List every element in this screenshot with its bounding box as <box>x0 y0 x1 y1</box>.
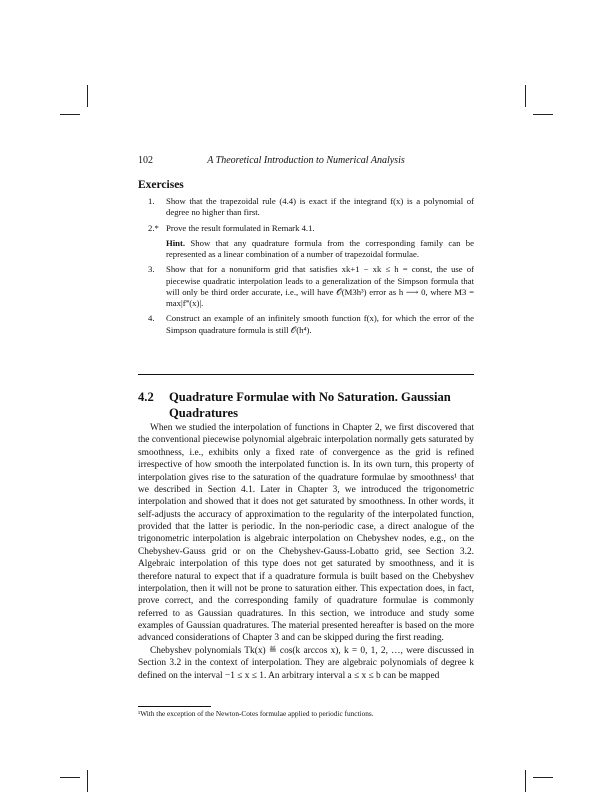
exercise-text: Prove the result formulated in Remark 4.1. <box>166 222 315 233</box>
exercise-item <box>138 196 474 218</box>
page-number: 102 <box>138 155 153 166</box>
crop-mark <box>533 114 553 115</box>
crop-mark <box>87 85 88 107</box>
section-number: 4.2 <box>138 390 154 404</box>
section-divider <box>138 374 474 375</box>
exercise-text: Show that for a nonuniform grid that satisfies xk+1 − xk ≤ h = const, the use of piecewise quadratic interpolation leads to a generalization of the Simpson formula that will only be third order accurate, i.e., will have 𝒪(M3h³) error as h ⟶ 0, where M3 = max|f‴(x)|. <box>166 264 474 308</box>
exercises-heading: Exercises <box>138 179 184 191</box>
exercise-text: Construct an example of an infinitely smooth function f(x), for which the error of the Simpson quadrature formula is still 𝒪(h⁴). <box>166 313 474 335</box>
hint-text: Show that any quadrature formula from the corresponding family can be represented as a linear combination of a number of trapezoidal formulae. <box>166 237 474 259</box>
footnote-rule <box>138 706 211 707</box>
hint-label: Hint. <box>166 237 186 248</box>
exercise-number: 4. <box>148 313 155 324</box>
crop-mark <box>60 777 80 778</box>
paragraph: Chebyshev polynomials Tk(x) ≝ cos(k arccos x), k = 0, 1, 2, …, were discussed in Section 3.2 in the context of interpolation. They are algebraic polynomials of degree k defined on the interval −1 ≤ x ≤ 1. An arbitrary interval a ≤ x ≤ b can be mapped <box>138 645 474 681</box>
exercise-number: 1. <box>148 196 155 206</box>
paragraph: When we studied the interpolation of functions in Chapter 2, we first discovered that the conventional piecewise polynomial algebraic interpolation normally gets saturated by smoothness, i.e., exhibits only a fixed rate of convergence as the grid is refined irrespective of how smooth the interpolated function is. In its own turn, this property of interpolation gives rise to the saturation of the quadrature formulae by smoothness¹ that we described in Section 4.1. Later in Chapter 3, we introduced the trigonometric interpolation and showed that it does not get saturated by smoothness. In other words, it self-adjusts the accuracy of approximation to the regularity of the interpolated function, provided that the latter is periodic. In the non-periodic case, a direct analogue of the trigonometric interpolation is algebraic interpolation on Chebyshev nodes, e.g., on the Chebyshev-Gauss grid or on the Chebyshev-Gauss-Lobatto grid, see Section 3.2. Algebraic interpolation of this type does not get saturated by smoothness, and it is therefore natural to expect that if a quadrature formula is built based on the Chebyshev interpolation, then it will not be prone to saturation either. This expectation does, in fact, prove correct, and the corresponding family of quadrature formulae is commonly referred to as Gaussian quadratures. In this section, we introduce and study some examples of Gaussian quadratures. The material presented hereafter is based on the more advanced considerations of Chapter 3 and can be skipped during the first reading. <box>138 423 474 644</box>
crop-mark <box>525 770 526 792</box>
crop-mark <box>533 777 553 778</box>
exercise-list <box>138 196 474 340</box>
exercise-item <box>138 313 474 335</box>
exercise-text: Show that the trapezoidal rule (4.4) is exact if the integrand f(x) is a polynomial of degree no higher than first. <box>166 196 474 218</box>
exercise-number: 2.* <box>148 222 159 233</box>
exercise-hint <box>166 238 474 260</box>
section-heading <box>138 390 474 421</box>
crop-mark <box>87 770 88 792</box>
section-title: Quadrature Formulae with No Saturation. Gaussian Quadratures <box>169 390 451 420</box>
running-title: A Theoretical Introduction to Numerical Analysis <box>207 155 405 166</box>
body-text <box>138 422 474 682</box>
footnote: ¹With the exception of the Newton-Cotes formulae applied to periodic functions. <box>138 709 374 718</box>
exercise-item <box>138 223 474 261</box>
crop-mark <box>525 85 526 107</box>
exercise-item <box>138 264 474 309</box>
crop-mark <box>60 114 80 115</box>
exercise-number: 3. <box>148 264 155 275</box>
